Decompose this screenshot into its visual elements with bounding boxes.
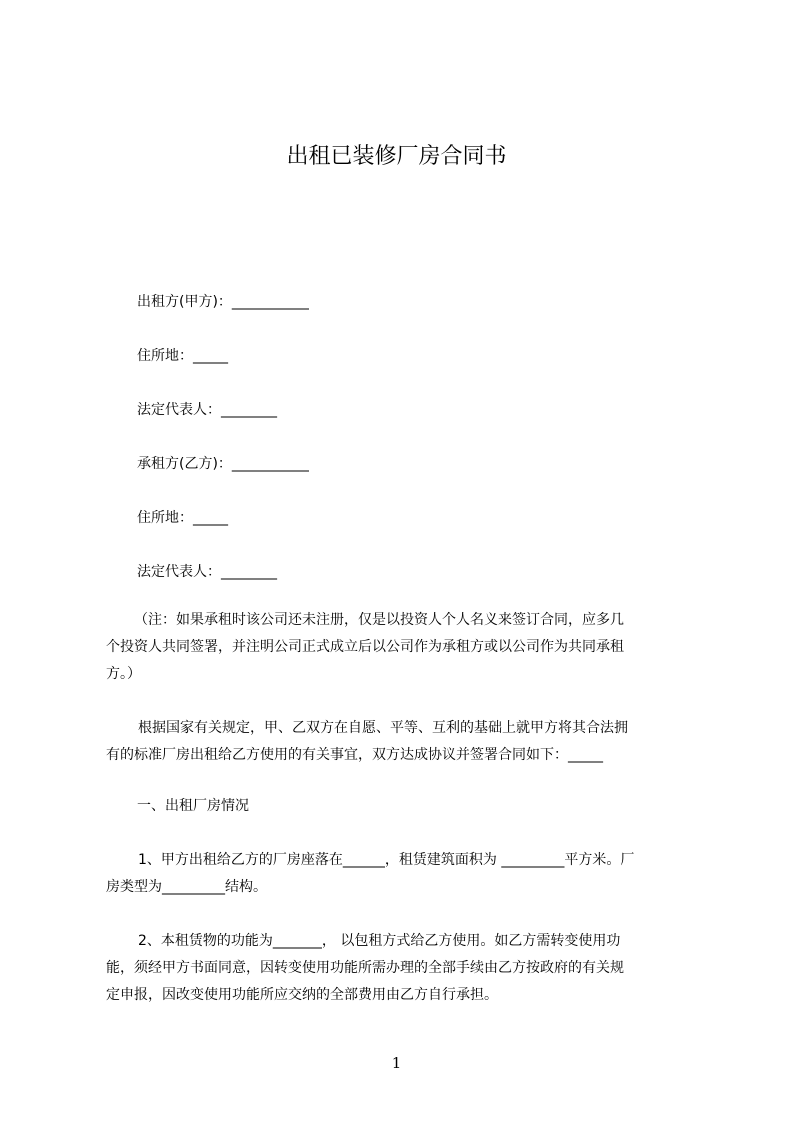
note-line: 个投资人共同签署，并注明公司正式成立后以公司作为承租方或以公司作为共同承租 <box>106 639 624 655</box>
lessee-address-field: 住所地：_____ <box>137 510 228 526</box>
clause-line: 2、本租赁物的功能为_______， 以包租方式给乙方使用。如乙方需转变使用功 <box>138 933 621 949</box>
preamble-line: 有的标准厂房出租给乙方使用的有关事宜，双方达成协议并签署合同如下：_____ <box>106 747 603 763</box>
clause-line: 能，须经甲方书面同意，因转变使用功能所需办理的全部手续由乙方按政府的有关规 <box>106 960 624 976</box>
lessor-address-field: 住所地：_____ <box>137 348 228 364</box>
clause-line: 定申报，因改变使用功能所应交纳的全部费用由乙方自行承担。 <box>106 987 498 1003</box>
lessor-legal-rep-field: 法定代表人：________ <box>137 402 277 418</box>
preamble-line: 根据国家有关规定，甲、乙双方在自愿、平等、互利的基础上就甲方将其合法拥 <box>138 720 628 736</box>
lessor-name-field: 出租方(甲方)：___________ <box>137 294 309 310</box>
lessee-legal-rep-field: 法定代表人：________ <box>137 564 277 580</box>
clause-1-paragraph <box>106 847 706 901</box>
lessee-name-field: 承租方(乙方)：___________ <box>137 456 309 472</box>
note-paragraph <box>106 607 706 688</box>
clause-line: 1、甲方出租给乙方的厂房座落在______，租赁建筑面积为 _________平方米。厂 <box>138 852 635 868</box>
document-title: 出租已装修厂房合同书 <box>286 144 507 169</box>
page-number: 1 <box>391 1054 402 1072</box>
note-line: 方。） <box>106 666 141 682</box>
clause-2-paragraph <box>106 928 706 1009</box>
section-heading: 一、出租厂房情况 <box>137 798 249 814</box>
note-line: （注：如果承租时该公司还未注册，仅是以投资人个人名义来签订合同，应多几 <box>134 612 624 628</box>
clause-line: 房类型为_________结构。 <box>106 879 267 895</box>
preamble-paragraph <box>106 715 706 769</box>
